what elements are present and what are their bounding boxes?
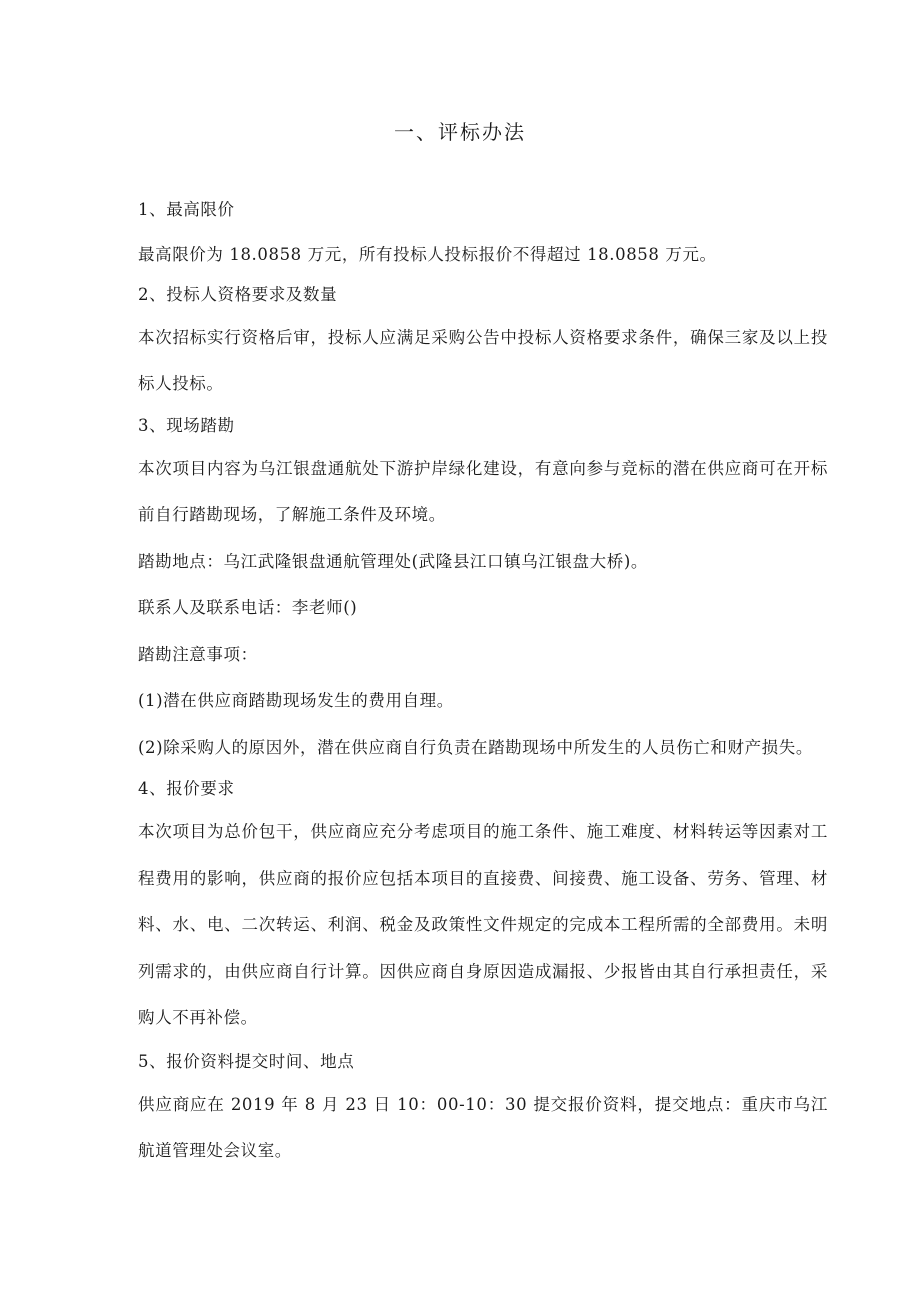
section-3-heading: 3、现场踏勘 — [138, 415, 235, 435]
section-3-para-3: 联系人及联系电话：李老师() — [138, 598, 358, 617]
section-1-para-1: 最高限价为 18.0858 万元，所有投标人投标报价不得超过 18.0858 万元。 — [138, 245, 717, 264]
section-2-para-1: 本次招标实行资格后审，投标人应满足采购公告中投标人资格要求条件，确保三家及以上投标人投标。 — [138, 327, 828, 393]
section-3-para-1: 本次项目内容为乌江银盘通航处下游护岸绿化建设，有意向参与竞标的潜在供应商可在开标前自行踏勘现场，了解施工条件及环境。 — [138, 458, 828, 524]
section-5-para-1: 供应商应在 2019 年 8 月 23 日 10：00-10：30 提交报价资料，提交地点：重庆市乌江航道管理处会议室。 — [138, 1094, 828, 1160]
section-3-para-4: 踏勘注意事项： — [138, 644, 258, 664]
section-1-heading: 1、最高限价 — [138, 200, 235, 219]
section-4-heading: 4、报价要求 — [138, 779, 235, 798]
page-title: 一、评标办法 — [394, 120, 526, 144]
document-body — [138, 198, 828, 1175]
section-3-para-5: (1)潜在供应商踏勘现场发生的费用自理。 — [138, 691, 454, 710]
section-2-heading: 2、投标人资格要求及数量 — [138, 284, 338, 304]
section-5-heading: 5、报价资料提交时间、地点 — [138, 1051, 355, 1071]
section-3-para-6: (2)除采购人的原因外，潜在供应商自行负责在踏勘现场中所发生的人员伤亡和财产损失。 — [138, 737, 813, 757]
section-3-para-2: 踏勘地点：乌江武隆银盘通航管理处(武隆县江口镇乌江银盘大桥)。 — [138, 551, 648, 571]
section-4-para-1: 本次项目为总价包干，供应商应充分考虑项目的施工条件、施工难度、材料转运等因素对工程费用的影响，供应商的报价应包括本项目的直接费、间接费、施工设备、劳务、管理、材料、水、电、二次转运、利润、税金及政策性文件规定的完成本工程所需的全部费用。未明列需求的，由供应商自行计算。因供应商自身原因造成漏报、少报皆由其自行承担责任，采购人不再补偿。 — [138, 822, 828, 1027]
